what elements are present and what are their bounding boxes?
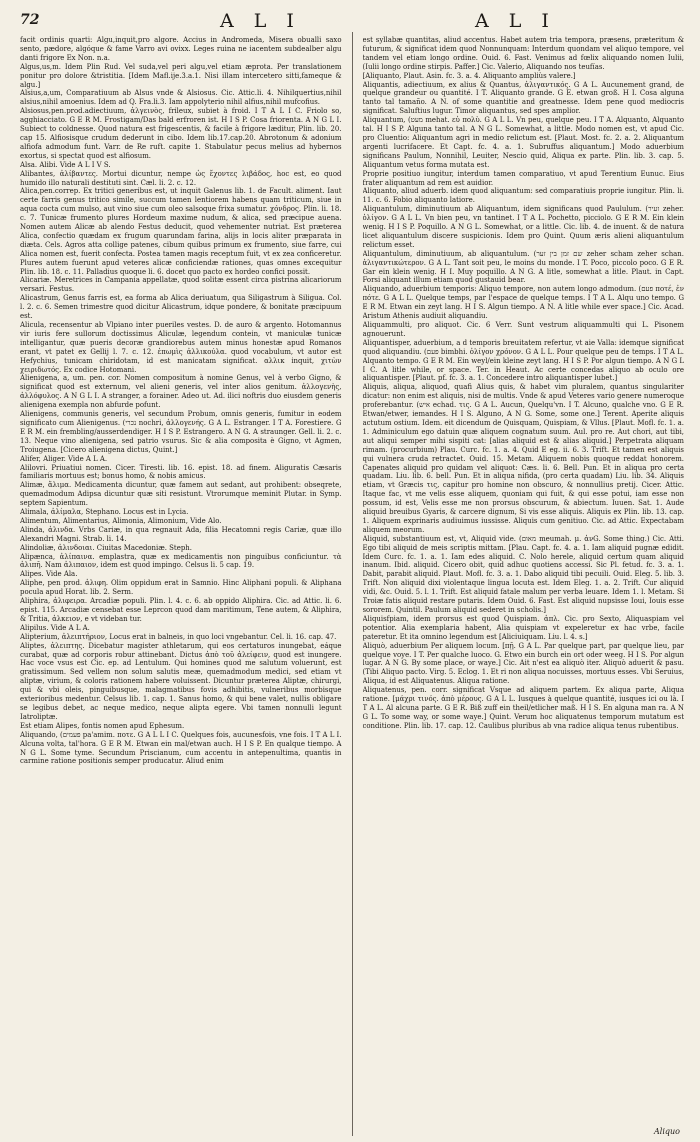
dictionary-entry: Alicastrum, Genus farris est, ea forma ab Alica deriuatum, qua Siligastrum à Siligua. Col. l. 2. c. 6. Semen trimestre quod dicitur Alicastrum, idque pondere, & bonitate præcipuum est.	[20, 294, 342, 321]
dictionary-entry: Aliquantulum, diminutiuum ab Aliquantum, idem significans quod Paululum. (זעיר zeher. ὀλίγον. G A L L. Vn bien peu, vn tantinet. I T A L. Pochetto, picciolo. G E R M. Ein klein wenig. H I S P. Poquillo. A N G L. Somewhat, or a little. Cic. lib. 4. de inuent. & de natura licet aliquantulum discere suspicionis. Idem pro Quint. Quum æris alieni aliquantulum relictum esset.	[362, 205, 684, 249]
page-number: 72	[20, 12, 40, 28]
dictionary-entry: Aliquò, aduerbium Per aliquem locum. [πῇ. G A L. Par quelque part, par quelque lieu, par quelque voye. I T. Per qualche luoco. G. Etwo ein burch ein ort oder weeg. H I S. Por algun lugar. A N G. By some place, or waye.] Cic. Ait n'est ea aliquò iter. Aliquò aduerit & pasu. (Tibi Aliquo pacto. Virg. 5. Eclog. 1. Et ri non aliqua nocuisses, mortuus esses. Vbi Seruius, Aliqua, id est Aliquatenus. Aliqua ratione.	[362, 641, 684, 686]
dictionary-entry: Alimentum, Alimentarius, Alimonia, Alimonium, Vide Alo.	[20, 516, 222, 525]
dictionary-entry: Alicula, recensentur ab Vlpiano inter pueriles vestes. D. de auro & argento. Hotomannus vir iuris fere sullorum doctissimus Aliculæ, legendum contein, vt maniculæ tunicæ intelligantur, quæ pueris decoræ grandiorebus autem minus honestæ apud Romanos erant, vt patet ex Gellij l. 7. c. 12. ἐπωμὶς ἀλλικούλα. quod vocabulum, vt autor est Hefychius, tunicam chiridotam, id est manicatam significat. αλλικ inquit, χιτὼν χειριδωτός. Ex codice Hotomani.	[20, 321, 342, 374]
dictionary-entry: Est etiam Alipes, fontis nomen apud Ephesum.	[20, 721, 185, 730]
dictionary-entry: Aliquid, substantiuum est, vt, Aliquid vide. (מאום meumah. μ. ἀνG. Some thing.) Cic. Atti. Ego tibi aliquid de meis scriptis mittam. [Plau. Capt. fc. 4. a. 1. Iam aliquid pugnæ edidit. Idem Curc. fc. 1. a. 1. Iam edes aliquid. C. Nolo herele, aliquid certum quam aliquid inanum. Ibid. aliquid. Cicero obit, quid adhuc quotiens accessi. Sic Pl. fetud. fc. 3. a. 1. Dabit, parabit aliquid. Plaut. Mofl. fc. 3. a. 1. Dabo aliquid tibi pecuili. Ouid. Eleg. 5. lib. 3. Trift. Non aliquid dixi violentaque lingua locuta est. Idem Eleg. 1. a. 2. Trift. Cur aliquid vidi, &c. Ouid. 5. l. 1. Trift. Est aliquid fatale malum per verba leuare. Idem 1. l. Metam. Si Troiæ fatis aliquid restare putaris. Idem Ouid. 6. Fast. Est aliquid nupsisse Ioui, Iouis esse sororem. Quintil. Paulum aliquid sederet in scholis.]	[362, 534, 684, 614]
dictionary-entry: Aliquantulum, diminutiuum, ab aliquantulum. (שם זמן בין זער zeher scham zeher schan. ἀλιγαντικώτερον. G A L. Tant soit peu, le moins du monde. I T. Poco, piccolo poco. G E R. Gar ein klein wenig. H I. Muy poquillo. A N G. A litle, somewhat a litle. Plaut. in Capt. Forsi aliquant illum etiam quod gustauid bear.	[362, 249, 684, 285]
dictionary-entry: Alimæ, ἄλιμα. Medicamenta dicuntur, quæ famem aut sedant, aut prohibent: obseqrete, quemadmodum Adipsa dicuntur quæ siti resistunt. Vtrorumque meminit Plutar. in Symp. septem Sapientum.	[20, 481, 342, 508]
dictionary-entry: Alienigens, communis generis, vel secundum Probum, omnis generis, fumitur in eodem significato cum Alienigenus. (נכרי nochri, ἀλλογενής. G A L. Estranger. I T A. Forestiere. G E R M. ein frembling/ausserdendiger. H I S P. Estrangero. A N G. A straunger. Gell. li. 2. c. 13. Neque vino alienigena, sed patrio vsurus. Sic & alia composita è Gigno, vt Agmen, Troiugena. [Cicero alienigena dictus, Quint.]	[20, 410, 342, 454]
running-head-right: A L I	[475, 10, 556, 32]
dictionary-entry: Aliquammulti, pro aliquot. Cic. 6 Verr. Sunt vestrum aliquammulti qui L. Pisonem agnouerunt.	[362, 321, 684, 338]
dictionary-entry: Aliquis, aliqua, aliquod, quafi Alius quis, & habet vim pluralem, quantus singulariter dicatur: non enim est aliquis, nisi de multis. Vnde & apud Veteres vario genere numeroque proferebantur. (איש echad. τις. G A L. Aucun, Quelqu'vn. I T. Alcuno, qualche vno. G E R. Etwan/etwer, iemandes. H I S. Alguno, A N G. Some, some one.] Terent. Aperite aliquis actutum ostium. Idem. eit dicendum de Quisquam, Quispiam, & Vllus. [Plaut. Mofl. fc. 1. a. 1. Adminiculum ego datuin quæ aliquem cognatum suum. Aul. pro re. Aut chori, aut tibi, aut aliqui semper mihi sispiti cat: [alias aliquid est & alias aliquid.] Perpetrata aliquam rimam. (procurbium) Plau. Curc. fc. 1. a. 4. Quid E eg. ii. 6. 3. Trift. Et tamen est aliquis qui vulnera cruda retractet. Ouid. 15. Metam. Aliquem nobis quoque reddat honorem. Capenates aliquid pro quidam vel aliquot: Cæs. li. 6. Bell. Pun. Et in aliqua pro certa quadam. Liu. lib. 6. bell. Pun. Et in aliqua nifida, (pro certa quadam) Liu. lib. 34. Aliquis etiam, vt Græcis τις, capitur pro homine non obscuro, & nonnullius pretij. Cicer. Attic. Itaque fac, vt me velis esse aliquem, quoniam qui fuit, & qui esse potui, iam esse non possum, id est, Velis esse me non prorsus obscurum, & abiectum. Iuuen. Sat. 1. Aude aliquid breuibus Gyaris, & carcere dignum, Si vis esse aliquis. Aliquis ex Plin. lib. 13. cap. 1. Aliquem exprinaris audiuimus iussisse. Aliquis cum genitiuo. Cic. ad Attic. Expectabam aliquem meorum.	[362, 383, 684, 534]
dictionary-entry: Alica,pen.correp. Ex tritici generibus est, ut inquit Galenus lib. 1. de Facult. aliment. Iaut certe farris genus tritico simile, succum tamen lentiorem habens quam triticum, siue in aqua cocta cum mulso, aut vino siue cum oleo salsoque frixa sumatur. χόνδρος. Plin. li. 18. c. 7. Tunicæ frumento plures Hordeum maxime nudum, & alica, sed præcipue auena. Nomen autem Alicæ ab alendo Festus deducit, quod vehementer nutriat. Est præterea Alica, confectio quædam ex frugum quarundam farina, alijs in locis aliter præparata in diæta. Cels. Agros atta collige patenes, cibum quibus primum ex frumento, siue farre, cui Alica nomen est, fuerit confecta. Postea tamen magis receptum fuit, vt ex zea conficeretur. Plures autem fuerunt apud veteres alicæ conficiendæ rationes, quas omnes excequitur Plin. lib. 18. c. 11. Palladius quoque li. 6. docet quo pacto ex hordeo confici possit.	[20, 187, 342, 276]
dictionary-entry: Alinda, ἀλινδα. Vrbs Cariæ, in qua regnauit Ada, filia Hecatomni regis Cariæ, quæ illo Alexandri Magni. Strab. li. 14.	[20, 525, 342, 543]
dictionary-entry: Aliquatenus, pen. corr. significat Vsque ad aliquem partem. Ex aliqua parte, Aliqua ratione. [μάχρι τινός. ἀπὸ μέρους. G A L L. Iusques à quelque quantité, iusques ici ou là. I T A L. Al alcuna parte. G E R. Biß zuff ein theil/etlicher maß. H I S. En alguna man ra. A N G L. To some way, or some waye.] Quint. Verum hoc aliquatenus temporum mutatum est conditione. Plin. lib. 17. cap. 12. Caulibus pluribus ab vna radice aliqua tenus rubentibus.	[362, 686, 684, 730]
dictionary-entry: Alilovri. Priuatiui nomen. Cicer. Tiresti. lib. 16. epist. 18. ad finem. Aliguratis Cæsaris familiaris mortuus est; bonus homo, & nobis amicus.	[20, 463, 342, 481]
dictionary-entry: [Aliquanto, Plaut. Asin. fc. 3. a. 4. Aliquanto ampliùs valere.]	[362, 71, 576, 80]
dictionary-entry: Proprie positiuo iungitur, interdum tamen comparatiuo, vt apud Terentium Eunuc. Eius frater aliquantum ad rem est auidior.	[362, 169, 684, 187]
dictionary-entry: Aliphe, pen prod. ἀλιφη. Olim oppidum erat in Samnio. Hinc Aliphani populi. & Aliphana pocula apud Horat. lib. 2. Serm.	[20, 579, 342, 597]
dictionary-entry: Aliquando, (פעמים pa'amim. ποτε. G A L L I C. Quelques fois, aucunesfois, vne fois. I T A L I. Alcuna volta, tal'hora. G E R M. Etwan ein mal/etwan auch. H I S P. En qualque tiempo. A N G L. Some tyme. Secundum Priscianum, cum accentu in antepenultima, quantis in carmine ratione positionis semper producatur. Aliud enim	[20, 730, 342, 766]
dictionary-entry: est syllabæ quantitas, aliud accentus. Habet autem tria tempora, præsens, præteritum & futurum, & significat idem quod Nonnunquam: Interdum quondam vel aliquo tempore, vel tandem vel etiam longo ordine. Ouid. 6. Fast. Venimus ad fœlix aliquando nomen Iulii, (Iulii longo ordine stirpis. Paffer.] Cic. Valerio, Aliquando nos teufías.	[362, 36, 684, 71]
dictionary-entry: Aliptes, ἀλειπτης. Dicebatur magister athletarum, qui eos certaturos inungebat, eáque curabat, quæ ad corporis robur attinebant. Dictus ἀπὸ τοῦ ἀλείφειν, quod est inungere. Hac voce vsus est Cic. ep. ad Lentulum. Qui homines quod me salutum voluerunt, est gratissimum. Sed vellem non solum salutis meæ, quemadmodum medici, sed etiam vt aliptæ, virium, & coloris rationem habere voluissent. Dicuntur præterea Aliptæ, chirurgi, qui & vbi oleis, pinguibusque, malagmatibus fovis adhibitis, vulneribus morbisque exterioribus medentur. Celsus lib. 1. cap. 1. Sanus homo, & qui bene valet, nullis obligare se legibus debet, ac neque medico, neque alipta egere. Vbi tamen nonnulli legunt Iatroliptæ.	[20, 641, 342, 721]
catchword: Aliquo	[654, 1127, 680, 1136]
dictionary-entry: Alipænca, ἀλίπαινα. emplastra, quæ ex medicamentis non pinguibus conficiuntur. τὰ ἀλιπῆ. Nam ἀλιπαιον, idem est quod impingo. Celsus li. 5 cap. 19.	[20, 552, 342, 570]
dictionary-entry: Aliquanto, aliud aduerb. idem quod aliquantum: sed comparatiuis proprie iungitur. Plin. li. 11. c. 6. Fobio aliquanto latiore.	[362, 187, 684, 205]
dictionary-entry: Alsius,a,um, Comparatiuum ab Alsus vnde & Alsiosus. Cic. Attic.li. 4. Nihilquertius,nihil alsius,nihil amoenius. Idem ad Q. Fra.li.3. Iam appolyterio nihil alfius,nihil mufcofius.	[20, 89, 342, 107]
dictionary-entry: Alsa. Alibi. Vide A L I V S.	[20, 160, 111, 169]
dictionary-entry: Alindoliæ, ἀλινδοιαι. Ciuitas Macedoniæ. Steph.	[20, 543, 192, 552]
dictionary-entry: Aliquando, aduerbium temporis: Aliquo tempore, non autem longo admodum. (פעם ποτέ, ἐν πότε. G A L L. Quelque temps, par l'espace de quelque temps. I T A L. Alqu uno tempo. G E R M. Etwan ein zeyt lang. H I S. Algun tiempo. A N. A litle while ever space.] Cic. Acad. Aristum Athenis audiuit aliquandiu.	[362, 285, 684, 321]
dictionary-entry: Alsiosus,pen.prod.adiectiuum, ἀλγεινὸς, frileux, subiet à froid. I T A L I C. Friolo so, agghiacciato. G E R M. Frostigam/Das bald erfroren ist. H I S P. Cosa friorenta. A N G L I. Subiect to coldnesse. Quod natura est frigescentis, & facile à frigore læditur, Plin. lib. 20. cap 15. Alfiosisque crudum dederunt in cibo. Idem lib.17.cap.20. Abrotonum & adonium alfiofa admodum funt. Varr. de Re ruft. capite 1. Stabulatur pecus melius ad hybernos exortus, si spectat quod est alfiosum.	[20, 107, 342, 160]
dictionary-entry: Alipilus. Vide A L A.	[20, 623, 90, 632]
dictionary-entry: Alimala, ἀλίμαλα, Stephano. Locus est in Lycia.	[20, 508, 189, 517]
dictionary-entry: Aliquantis, adiectiuum, ex alius & Quantus, ἀλιγαντικός. G A L. Aucunement grand, de quelque grandeur ou quantité. I T. Aliquanto grande. G E. etwan groß. H I. Cosa alguna tanto tal tamaño. A N. of some quantitie and greatnesse. Idem pene quod mediocris significat. Saluftius lugur. Timor aliquantus, sed spes amplior.	[362, 80, 684, 116]
column-divider	[352, 32, 353, 1136]
dictionary-entry: Alifer, Aliger. Vide A L A.	[20, 454, 108, 463]
left-column	[20, 36, 342, 1136]
dictionary-entry: Alipterium, ἀλειπτήριον, Locus erat in balneis, in quo loci vngebantur. Cel. li. 16. cap. 47.	[20, 632, 337, 641]
dictionary-entry: Aliquantum, (מעט mehat. εὐ πολὺ. G A L L. Vn peu, quelque peu. I T A. Alquanto, Alquanto tal. H I S P. Alguna tanto tal. A N G L. Somewhat, a little. Modo nomen est, vt apud Cic. pro Cluentio: Aliquantum agri in medio relictum est. [Plaut. Most. fc. 2. a. 2. Aliquantum argenti lucrifacere. Et Capt. fc. 4. a. 1. Subruffus aliquantum.] Modo aduerbium significans Paulum, Nonnihil, Leuiter, Nescio quid, Aliqua ex parte. Plin. lib. 3. cap. 5. Aliquantum vetus forma mutata est.	[362, 116, 684, 169]
dictionary-entry: Algus,us,m. Idem Plin Rud. Vel suda,vel peri algu,vel etiam æprota. Per translationem ponitur pro dolore &tristitia. [Idem Mafl.ije.3.a.1. Nisi illam intercetero sitti,fameque & algu.]	[20, 62, 342, 89]
dictionary-entry: Alipes. Vide Ala.	[20, 570, 78, 579]
dictionary-entry: Alienigena, a, um. pen. cor. Nomen compositum à nomine Genus, vel à verbo Gigno, & significat quod est externum, vel alieni generis, vel inter alios genitum. ἀλλογενὴς, ἀλλόφυλος. A N G L I. A stranger, a forainer. Adeo ut. Ad. ilici noftris duo eiusdem generis alienigena exempla non abfurde pofunt.	[20, 374, 342, 410]
dictionary-entry: Alicariæ. Meretrices in Campania appellatæ, quod solitæ essent circa pistrina alicariorum versari. Festus.	[20, 276, 342, 294]
dictionary-entry: Aliquisfpiam, idem prorsus est quod Quispiam. ἀπλ. Cic. pro Sexto, Aliquaspiam vel potentior. Alia exemplaria habent, Alia quispiam vt expeleretur ex hac vrbe, facile pateretur. Et ita omnino legendum est [Aliciuiquam. Liu. l. 4. s.]	[362, 614, 684, 641]
page-header	[20, 10, 684, 36]
dictionary-entry: Aliphira, ἀλιφειρα. Arcadiæ populi. Plin. l. 4. c. 6. ab oppido Aliphira. Cic. ad Attic. li. 6. epist. 115. Arcadiæ censebat esse Leprcon quod dam maritimum, Tene autem, & Aliphira, & Tritia, ἀλκειον, e vt videban tur.	[20, 597, 342, 623]
running-head-left: A L I	[220, 10, 301, 32]
dictionary-entry: Alibantes, ἀλίβαντες. Mortui dicuntur, nempe ὡς ἔχοντες λιβάδος, hoc est, eo quod humido illo naturali destituti sint. Cæl. li. 2. c. 12.	[20, 169, 342, 187]
dictionary-entry: facit ordinis quarti: Algu,inquit,pro algore. Accius in Andromeda, Misera obualli saxo sento, pædore, algóque & fame Varro avi ovixx. Leges ruina ne iacentem subdealber algu danti frigore Ex Non. n.a.	[20, 36, 342, 62]
right-column	[363, 36, 685, 1136]
text-columns	[20, 36, 684, 1136]
dictionary-entry: Aliquantisper, aduerbium, a d temporis breuitatem refertur, vt aie Valla: idemque significat quod aliquandiu. (פעם bimbhi. ὀλίγον χρόνον. G A L L. Pour quelque peu de temps. I T A L. Alquanto tempo. G E R M. Ein weyl/ein kleine zeyt lang. H I S P. Por algun tiempo. A N G L I C. A litle while, or space. Ter. in Heaut. Ac certe concedas aliquo ab oculo ore aliquantisper. [Plaut. pf. fc. 3. a. 1. Concedere intro aliquantisper lubet.]	[362, 338, 684, 383]
